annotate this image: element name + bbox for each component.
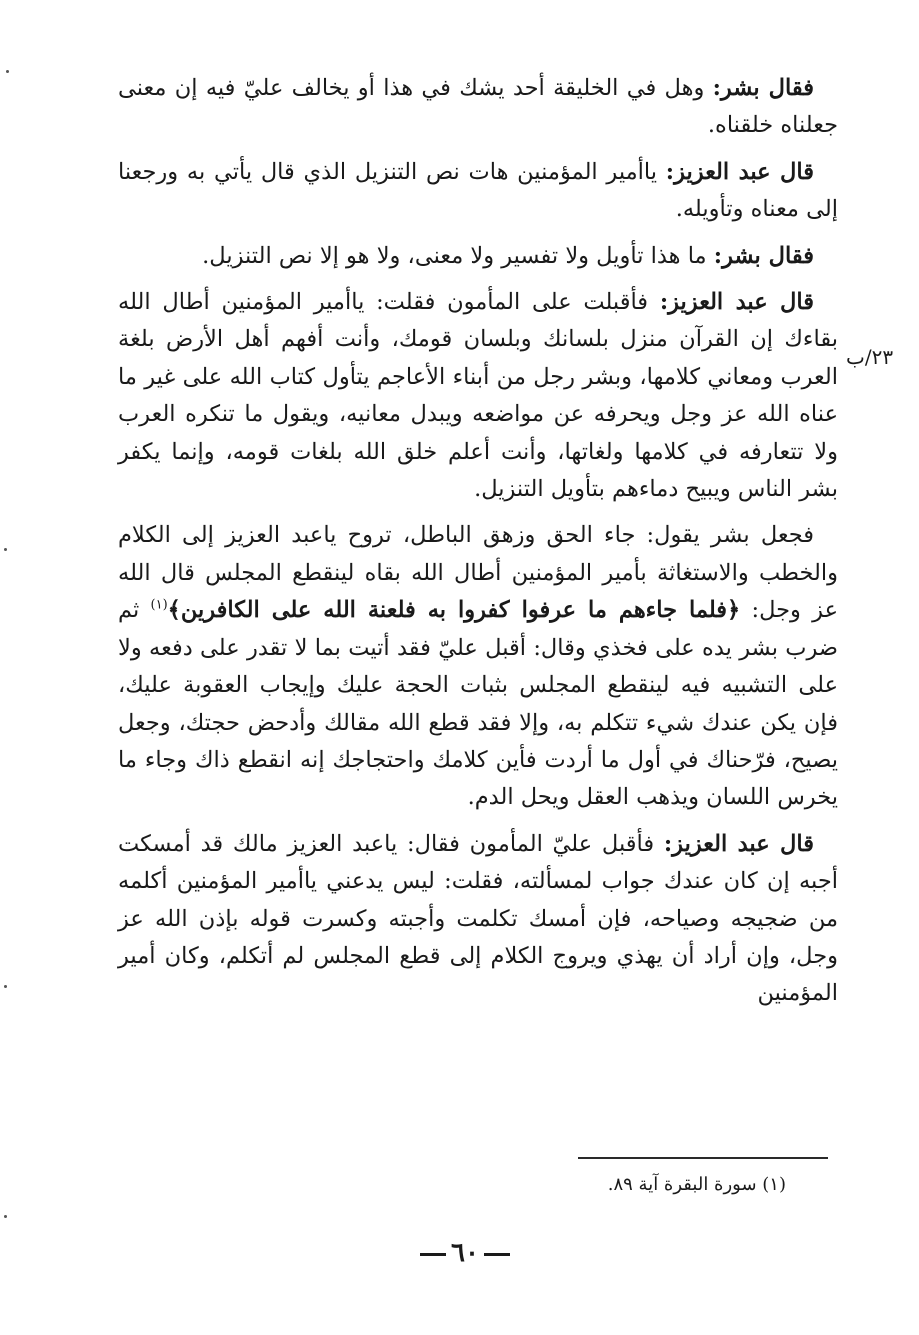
paragraph-1 — [118, 70, 838, 145]
speaker-label: قال عبد العزيز: — [663, 830, 814, 857]
paragraph-text: وهل في الخليقة أحد يشك في هذا أو يخالف عليّ فيه إن معنى جعلناه خلقناه. — [118, 75, 838, 139]
paragraph-text: فأقبل عليّ المأمون فقال: ياعبد العزيز مالك قد أمسكت أجبه إن كان عندك جواب لمسألته، فقلت: ليس يدعني ياأمير المؤمنين أكلمه من ضجيجه وصياحه، فإن أمسك تكلمت وأجبته وكسرت قوله بإذن الله عز وجل، وإن أراد أن يهذي ويروج الكلام إلى قطع المجلس لم أتكلم، وكان أمير المؤمنين — [118, 830, 838, 1007]
footnote-divider — [578, 1157, 828, 1159]
page-number-value: ٦٠ — [451, 1238, 479, 1268]
paragraph-4 — [118, 284, 838, 508]
scan-speck — [6, 70, 9, 73]
paragraph-text: فجعل بشر يقول: جاء الحق وزهق الباطل، تروح ياعبد العزيز إلى الكلام والخطب والاستغاثة بأمير المؤمنين أطال الله بقاه لينقطع المجلس قال الله عز وجل: — [118, 522, 838, 624]
footnote: (١) سورة البقرة آية ٨٩. — [607, 1174, 786, 1195]
page-number-dash — [420, 1253, 446, 1256]
paragraph-text: ما هذا تأويل ولا تفسير ولا معنى، ولا هو إلا نص التنزيل. — [202, 242, 714, 269]
scan-speck — [4, 1215, 7, 1218]
scan-speck — [4, 548, 7, 551]
speaker-label: فقال بشر: — [712, 75, 815, 101]
manuscript-folio-note: ٢٣/ب — [846, 345, 894, 369]
footnote-reference[interactable]: (١) — [150, 597, 168, 613]
paragraph-5 — [118, 517, 838, 816]
paragraph-3 — [118, 238, 838, 275]
quran-verse: ﴿فلما جاءهم ما عرفوا كفروا به فلعنة الله على الكافرين﴾ — [167, 597, 741, 624]
main-text — [118, 70, 838, 1022]
paragraph-text: فأقبلت على المأمون فقلت: ياأمير المؤمنين أطال الله بقاءك إن القرآن منزل بلسانك وبلسان قومك، وأنت أفهم أهل الأرض بلغة العرب ومعاني كلامها، وبشر رجل من أبناء الأعاجم يتأول كتاب الله على غير ما عناه الله عز وجل ويحرفه عن مواضعه ويبدل معانيه، ويقول ما تنكره العرب ولا تتعارفه في كلامها ولغاتها، وأنت أعلم خلق الله بلغات قومه، وإنما يكفر بشر الناس ويبيح دماءهم بتأويل التنزيل. — [118, 289, 838, 503]
paragraph-text: ياأمير المؤمنين هات نص التنزيل الذي قال يأتي به ورجعنا إلى معناه وتأويله. — [118, 158, 838, 223]
paragraph-6 — [118, 826, 838, 1013]
speaker-label: قال عبد العزيز: — [659, 289, 815, 316]
page-number — [410, 1236, 520, 1270]
speaker-label: قال عبد العزيز: — [665, 158, 814, 185]
scan-speck — [4, 985, 7, 988]
speaker-label: فقال بشر: — [713, 242, 814, 269]
paragraph-2 — [118, 154, 838, 229]
page-number-dash — [484, 1253, 510, 1256]
paragraph-text: ثم ضرب بشر يده على فخذي وقال: أقبل عليّ فقد أتيت بما لا تقدر على دفعه ولا على التشبيه فيه لينقطع المجلس بثبات الحجة عليك وإيجاب العقوبة عليك، فإن يكن عندك شيء تتكلم به، وإلا فقد قطع الله مقالك وأدحض حجتك، وجعل يصيح، فرّحناك في أول ما أردت فأين كلامك واحتجاجك إنه انقطع ذاك وجاء ما يخرس اللسان ويذهب العقل ويحل الدم. — [118, 597, 838, 811]
